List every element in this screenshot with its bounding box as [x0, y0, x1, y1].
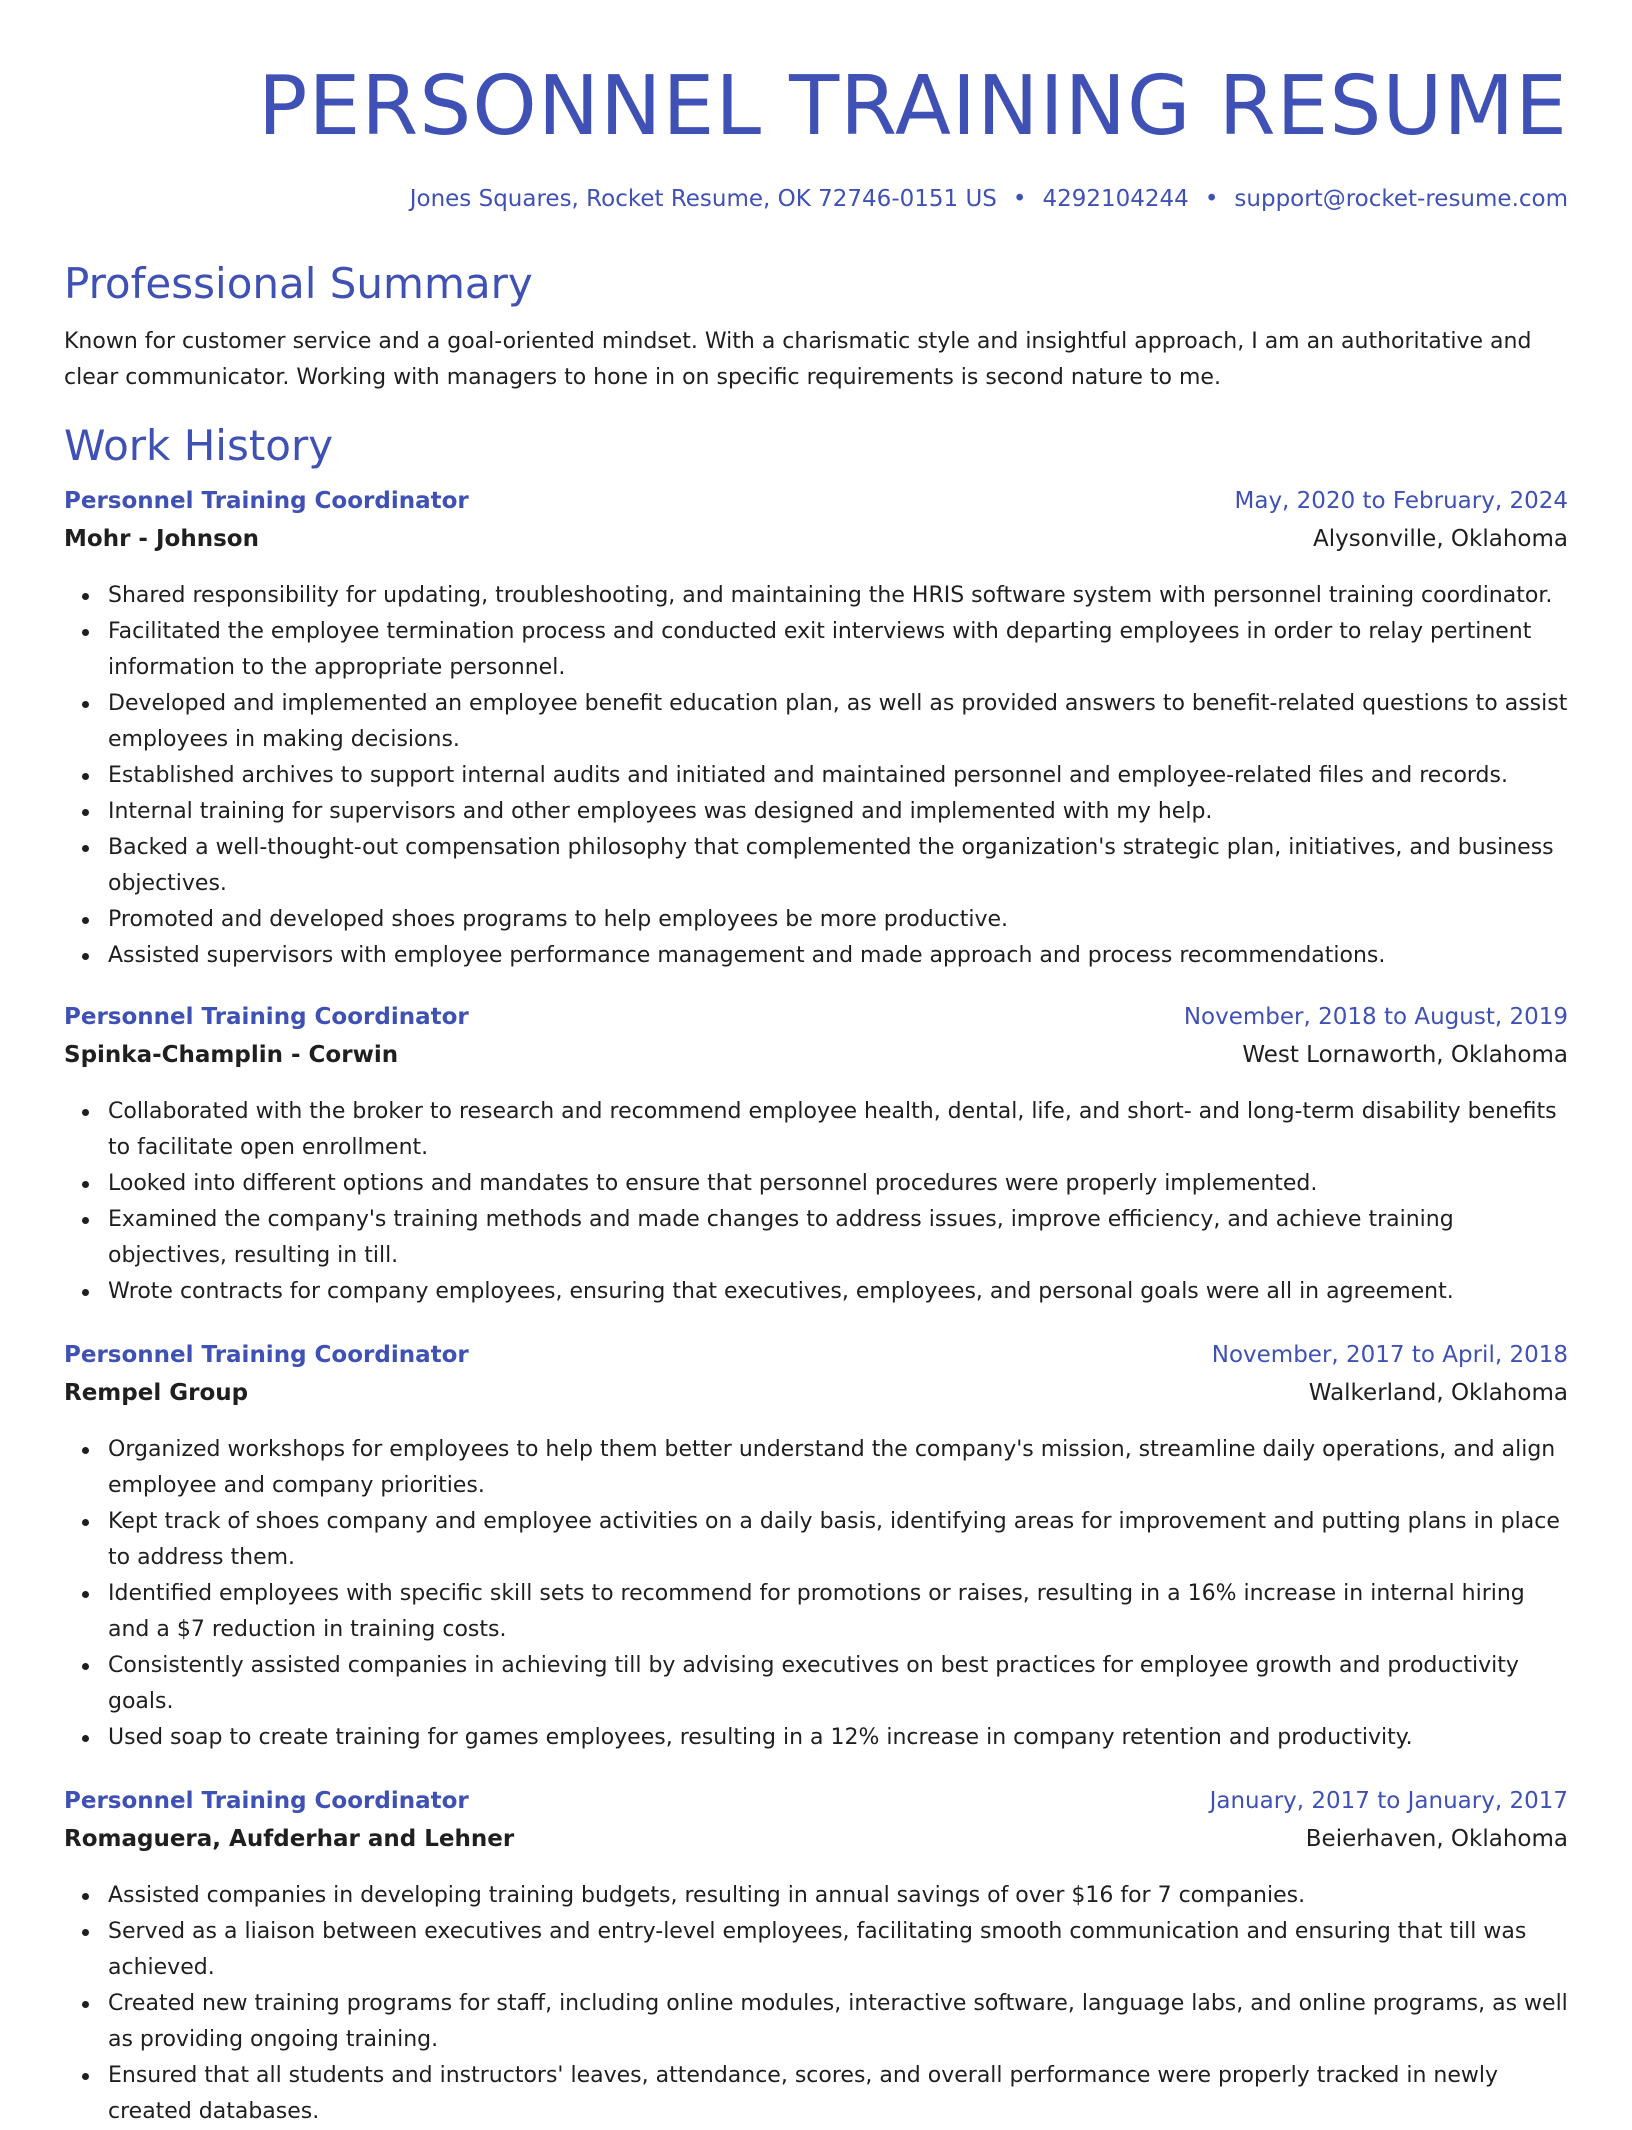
job-subheader-row: [64, 526, 1568, 566]
job-header-row: [64, 1788, 1568, 1826]
job-bullet: Established archives to support internal audits and initiated and maintained personnel and employee-related files and records.: [108, 758, 1568, 794]
job-company: Rempel Group: [64, 1379, 249, 1406]
job-entry: [64, 1342, 1568, 1756]
job-subheader-row: [64, 1826, 1568, 1866]
contact-phone: 4292104244: [1042, 186, 1189, 212]
contact-separator: •: [1204, 186, 1219, 212]
summary-text: Known for customer service and a goal-oriented mindset. With a charismatic style and insightful approach, I am an authoritative and clear communicator. Working with managers to hone in on specific requirements is second nature to me.: [64, 329, 1532, 391]
job-bullet: Wrote contracts for company employees, ensuring that executives, employees, and personal goals were all in agreement.: [108, 1274, 1568, 1310]
job-title: Personnel Training Coordinator: [64, 1787, 469, 1814]
resume-title: PERSONNEL TRAINING RESUME: [258, 59, 1568, 154]
job-bullet: Shared responsibility for updating, troubleshooting, and maintaining the HRIS software system with personnel training coordinator.: [108, 578, 1568, 614]
job-location: Beierhaven, Oklahoma: [1305, 1825, 1568, 1852]
job-bullet: Created new training programs for staff, including online modules, interactive software, language labs, and online programs, as well as providing ongoing training.: [108, 1986, 1568, 2058]
job-bullets: [64, 1094, 1568, 1310]
job-bullet: Developed and implemented an employee benefit education plan, as well as provided answers to benefit-related questions to assist employees in making decisions.: [108, 686, 1568, 758]
job-bullet: Facilitated the employee termination process and conducted exit interviews with departing employees in order to relay pertinent information to the appropriate personnel.: [108, 614, 1568, 686]
job-dates: November, 2017 to April, 2018: [1211, 1341, 1568, 1368]
job-title: Personnel Training Coordinator: [64, 1003, 469, 1030]
contact-line: [64, 186, 1568, 212]
contact-email[interactable]: support@rocket-resume.com: [1234, 186, 1568, 212]
job-location: West Lornaworth, Oklahoma: [1242, 1041, 1568, 1068]
job-subheader-row: [64, 1042, 1568, 1082]
job-header-row: [64, 1004, 1568, 1042]
job-bullet: Kept track of shoes company and employee activities on a daily basis, identifying areas for improvement and putting plans in place to address them.: [108, 1504, 1568, 1576]
job-dates: November, 2018 to August, 2019: [1183, 1003, 1568, 1030]
contact-separator: •: [1012, 186, 1027, 212]
job-header-row: [64, 488, 1568, 526]
summary-heading: Professional Summary: [64, 259, 533, 308]
job-bullet: Ensured that all students and instructors' leaves, attendance, scores, and overall performance were properly tracked in newly created databases.: [108, 2058, 1568, 2130]
job-bullet: Assisted supervisors with employee performance management and made approach and process recommendations.: [108, 938, 1568, 974]
job-location: Walkerland, Oklahoma: [1308, 1379, 1568, 1406]
job-bullet: Consistently assisted companies in achieving till by advising executives on best practices for employee growth and productivity goals.: [108, 1648, 1568, 1720]
contact-address: Jones Squares, Rocket Resume, OK 72746-0151 US: [409, 186, 997, 212]
job-location: Alysonville, Oklahoma: [1313, 525, 1568, 552]
job-bullet: Used soap to create training for games employees, resulting in a 12% increase in company retention and productivity.: [108, 1720, 1568, 1756]
job-company: Mohr - Johnson: [64, 525, 259, 552]
job-title: Personnel Training Coordinator: [64, 487, 469, 514]
job-entry: [64, 1004, 1568, 1310]
job-bullet: Served as a liaison between executives and entry-level employees, facilitating smooth communication and ensuring that till was achieved.: [108, 1914, 1568, 1986]
work-history-heading: Work History: [64, 421, 334, 471]
job-bullet: Organized workshops for employees to help them better understand the company's mission, streamline daily operations, and align employee and company priorities.: [108, 1432, 1568, 1504]
job-bullet: Backed a well-thought-out compensation philosophy that complemented the organization's strategic plan, initiatives, and business objectives.: [108, 830, 1568, 902]
job-company: Romaguera, Aufderhar and Lehner: [64, 1825, 515, 1852]
job-title: Personnel Training Coordinator: [64, 1341, 469, 1368]
job-bullet: Assisted companies in developing training budgets, resulting in annual savings of over $16 for 7 companies.: [108, 1878, 1568, 1914]
job-entry: [64, 1788, 1568, 2130]
job-subheader-row: [64, 1380, 1568, 1420]
job-bullet: Examined the company's training methods and made changes to address issues, improve efficiency, and achieve training objectives, resulting in till.: [108, 1202, 1568, 1274]
job-bullet: Identified employees with specific skill sets to recommend for promotions or raises, resulting in a 16% increase in internal hiring and a $7 reduction in training costs.: [108, 1576, 1568, 1648]
job-entry: [64, 488, 1568, 974]
job-header-row: [64, 1342, 1568, 1380]
job-company: Spinka-Champlin - Corwin: [64, 1041, 399, 1068]
job-bullet: Looked into different options and mandates to ensure that personnel procedures were properly implemented.: [108, 1166, 1568, 1202]
job-bullet: Collaborated with the broker to research and recommend employee health, dental, life, and short- and long-term disability benefits to facilitate open enrollment.: [108, 1094, 1568, 1166]
job-bullets: [64, 1878, 1568, 2130]
job-bullet: Promoted and developed shoes programs to help employees be more productive.: [108, 902, 1568, 938]
job-dates: January, 2017 to January, 2017: [1209, 1787, 1568, 1814]
job-bullets: [64, 578, 1568, 974]
job-dates: May, 2020 to February, 2024: [1234, 487, 1568, 514]
job-bullet: Internal training for supervisors and other employees was designed and implemented with my help.: [108, 794, 1568, 830]
job-bullets: [64, 1432, 1568, 1756]
